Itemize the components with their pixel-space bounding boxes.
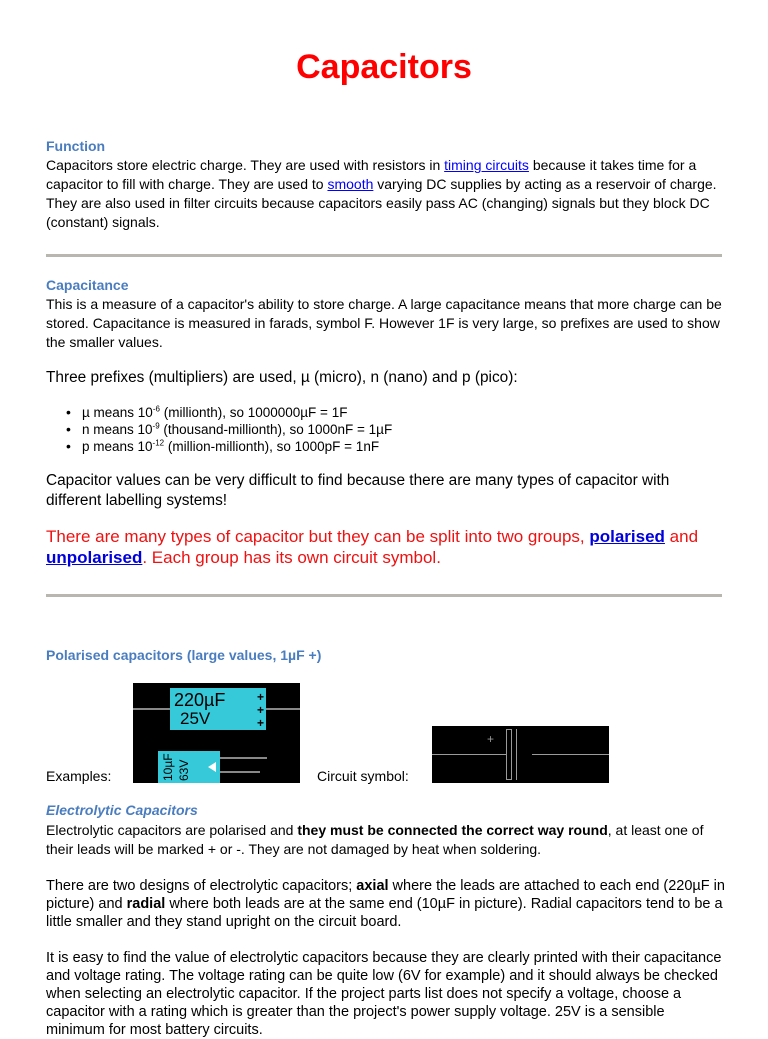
circuit-symbol-label: Circuit symbol:: [317, 768, 409, 784]
axial-capacitor-value: 220µF: [174, 690, 226, 710]
groups-text-b: and: [664, 527, 699, 546]
plus-mark-1: +: [256, 690, 264, 704]
capacitance-heading: Capacitance: [46, 277, 129, 293]
prefix-meaning: (million-millionth), so 1000pF = 1nF: [164, 439, 380, 454]
capacitance-section: [46, 276, 726, 352]
designs-text-c: where both leads are at the same end (10µF in picture). Radial capacitors tend to be a little smaller and they stand upright on the circuit board.: [46, 896, 723, 930]
prefix-list: [46, 404, 726, 455]
electrolytic-heading: Electrolytic Capacitors: [46, 802, 198, 818]
smooth-link[interactable]: smooth: [327, 176, 374, 192]
prefix-text: p means 10: [82, 439, 153, 454]
prefix-exponent: -9: [152, 421, 160, 431]
function-text-c: varying DC supplies by acting as a reservoir of charge. They are also used in filter circuits because capacitors easily pass AC (changing) signals but they block DC (constant) signals.: [46, 176, 717, 230]
symbol-wire-left: [432, 754, 506, 755]
axial-lead-right: [266, 708, 300, 710]
function-section: [46, 137, 726, 232]
prefix-exponent: -6: [152, 404, 160, 414]
function-text-a: Capacitors store electric charge. They are used with resistors in: [46, 157, 445, 173]
electrolytic-text-b: , at least one of their leads will be marked + or -. They are not damaged by heat when soldering.: [46, 822, 704, 857]
polarised-heading: Polarised capacitors (large values, 1µF +): [46, 647, 322, 663]
prefix-exponent: -12: [152, 438, 165, 448]
groups-text-a: There are many types of capacitor but they can be split into two groups,: [46, 527, 590, 546]
prefix-meaning: (millionth), so 1000000µF = 1F: [159, 405, 348, 420]
electrolytic-paragraph-3: It is easy to find the value of electrolytic capacitors because they are clearly printed with their capacitance and voltage rating. The voltage rating can be quite low (6V for example) and it should always be checked when selecting an electrolytic capacitor. If the project parts list does not specify a voltage, choose a capacitor with a rating which is greater than the project's power supply voltage. 25V is a sensible minimum for most battery circuits.: [46, 950, 722, 1038]
axial-term: axial: [356, 878, 389, 894]
axial-capacitor: [170, 688, 266, 730]
polarised-capacitor-symbol: [432, 726, 609, 783]
prefix-item: [46, 404, 726, 421]
labelling-paragraph: Capacitor values can be very difficult to find because there are many types of capacitor with different labelling systems!: [46, 472, 670, 509]
plus-mark-3: +: [256, 716, 264, 730]
page-title: Capacitors: [296, 48, 472, 86]
radial-lead-1: [220, 757, 267, 759]
symbol-negative-plate: [516, 729, 532, 780]
radial-capacitor: [158, 751, 220, 783]
prefix-text: n means 10: [82, 422, 153, 437]
radial-lead-2: [220, 771, 260, 773]
electrolytic-paragraph-2: [46, 877, 726, 931]
examples-label: Examples:: [46, 768, 112, 784]
radial-capacitor-voltage: 63V: [177, 759, 191, 781]
symbol-plus-sign: +: [487, 732, 495, 746]
capacitor-examples-image: [133, 683, 300, 783]
prefix-text: µ means 10: [82, 405, 153, 420]
prefix-item: [46, 438, 726, 455]
designs-text-b: where the leads are attached to each end (220µF in picture) and: [46, 878, 725, 912]
divider-2: [46, 594, 722, 597]
function-heading: Function: [46, 138, 106, 154]
radial-capacitor-value: 10µF: [161, 753, 175, 781]
unpolarised-link[interactable]: unpolarised: [46, 548, 143, 567]
divider-1: [46, 254, 722, 257]
plus-mark-2: +: [256, 703, 264, 717]
groups-text-c: . Each group has its own circuit symbol.: [142, 548, 441, 567]
axial-capacitor-voltage: 25V: [180, 709, 211, 728]
function-text-b: because it takes time for a capacitor to fill with charge. They are used to: [46, 157, 697, 192]
radial-term: radial: [126, 896, 166, 912]
symbol-wire-right: [531, 754, 609, 755]
electrolytic-text-a: Electrolytic capacitors are polarised and: [46, 822, 298, 838]
symbol-positive-plate: [506, 729, 512, 780]
designs-text-a: There are two designs of electrolytic capacitors;: [46, 878, 357, 894]
function-paragraph: [46, 156, 726, 232]
timing-circuits-link[interactable]: timing circuits: [444, 157, 529, 173]
electrolytic-warning: they must be connected the correct way round: [297, 822, 608, 838]
capacitance-paragraph: This is a measure of a capacitor's ability to store charge. A large capacitance means that more charge can be stored. Capacitance is measured in farads, symbol F. However 1F is very large, so prefixes are used to show the smaller values.: [46, 296, 722, 350]
polarity-arrow-icon: [208, 762, 216, 772]
prefixes-intro: Three prefixes (multipliers) are used, µ (micro), n (nano) and p (pico):: [46, 369, 518, 386]
capacitor-groups-note: [46, 526, 726, 568]
electrolytic-paragraph-1: [46, 821, 726, 859]
prefix-item: [46, 421, 726, 438]
polarised-link[interactable]: polarised: [589, 527, 665, 546]
prefix-meaning: (thousand-millionth), so 1000nF = 1µF: [159, 422, 393, 437]
axial-lead-left: [133, 708, 170, 710]
